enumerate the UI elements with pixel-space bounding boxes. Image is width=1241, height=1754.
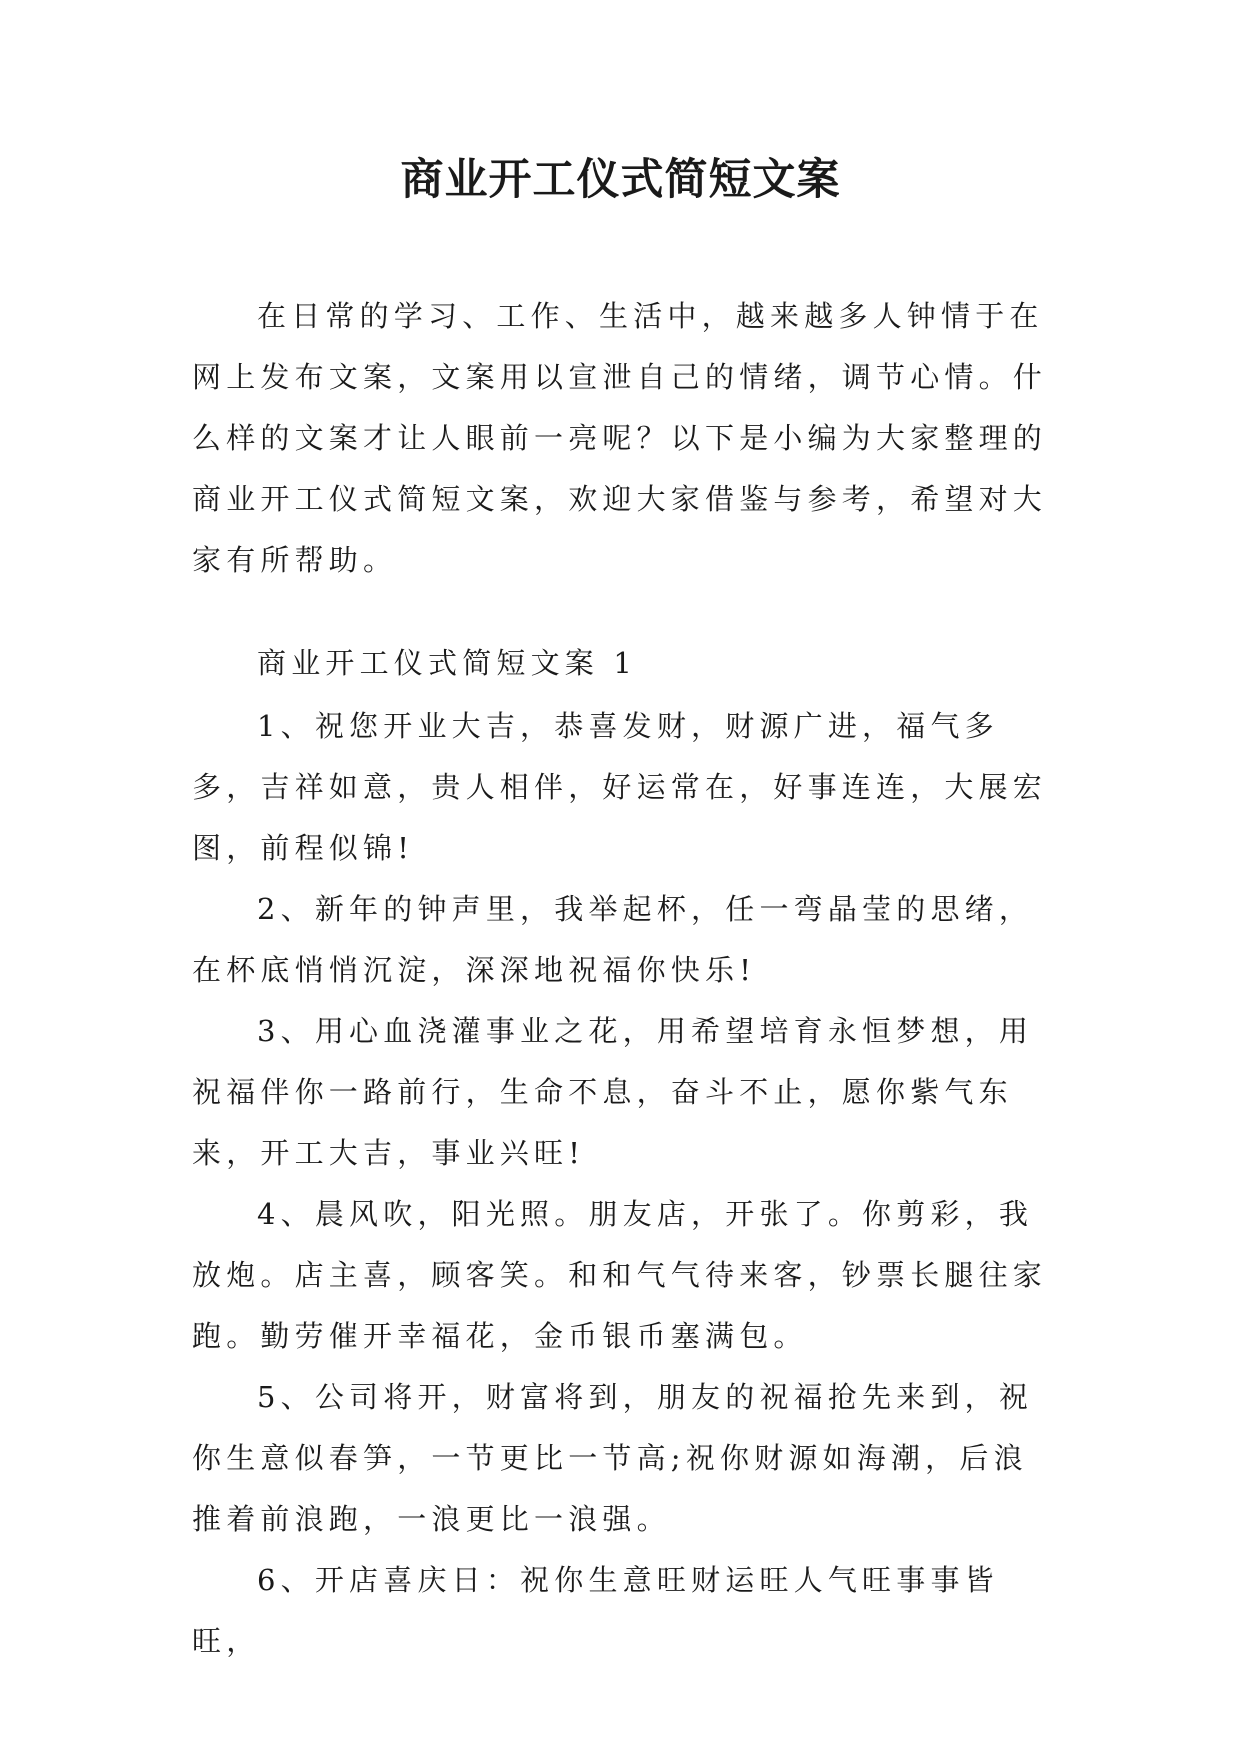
list-item: 4、晨风吹，阳光照。朋友店，开张了。你剪彩，我放炮。店主喜，顾客笑。和和气气待来客，钞票长腿往家跑。勤劳催开幸福花，金币银币塞满包。: [192, 1197, 1048, 1353]
document-title: 商业开工仪式简短文案: [400, 155, 841, 205]
list-item: 6、开店喜庆日：祝你生意旺财运旺人气旺事事皆旺，: [192, 1563, 999, 1658]
list-item: 5、公司将开，财富将到，朋友的祝福抢先来到，祝你生意似春笋，一节更比一节高;祝你财源如海潮，后浪推着前浪跑，一浪更比一浪强。: [192, 1380, 1034, 1536]
section-heading: 商业开工仪式简短文案 1: [257, 646, 638, 680]
intro-paragraph: 在日常的学习、工作、生活中，越来越多人钟情于在网上发布文案，文案用以宣泄自己的情绪，调节心情。什么样的文案才让人眼前一亮呢？以下是小编为大家整理的商业开工仪式简短文案，欢迎大家借鉴与参考，希望对大家有所帮助。: [192, 299, 1048, 577]
copy-list: [192, 696, 1054, 1672]
list-item: 2、新年的钟声里，我举起杯，任一弯晶莹的思绪，在杯底悄悄沉淀，深深地祝福你快乐!: [192, 892, 1034, 987]
list-item: 3、用心血浇灌事业之花，用希望培育永恒梦想，用祝福伴你一路前行，生命不息，奋斗不止，愿你紫气东来，开工大吉，事业兴旺!: [192, 1014, 1034, 1170]
list-item: 1、祝您开业大吉，恭喜发财，财源广进，福气多多，吉祥如意，贵人相伴，好运常在，好事连连，大展宏图，前程似锦!: [192, 709, 1048, 865]
